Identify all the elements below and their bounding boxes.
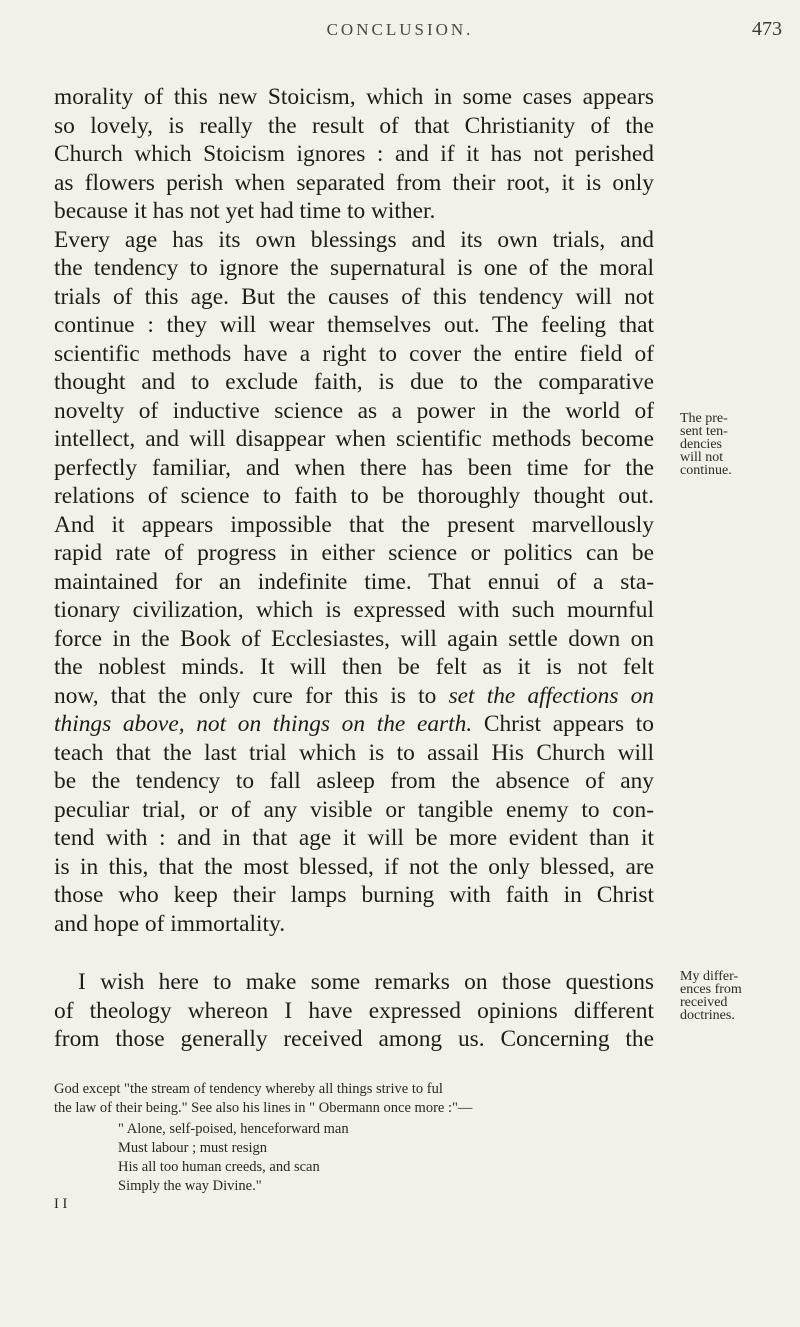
- poem-line: Simply the way Divine.": [118, 1178, 262, 1194]
- text-line: intellect, and will disappear when scientific methods become: [54, 426, 654, 452]
- footnote-poem: [118, 1120, 349, 1196]
- margin-note-line: My differ-: [680, 969, 739, 984]
- text-line: peculiar trial, or of any visible or tangible enemy to con-: [54, 796, 654, 823]
- text-line: because it has not yet had time to wither.: [54, 198, 436, 224]
- text-line: scientific methods have a right to cover the entire field of: [54, 340, 654, 367]
- text-line: maintained for an indefinite time. That ennui of a sta-: [54, 568, 654, 595]
- text-line: tionary civilization, which is expressed with such mournful: [54, 597, 654, 623]
- margin-note-line: sent ten-: [680, 424, 728, 439]
- text-line: and hope of immortality.: [54, 910, 286, 937]
- poem-line: His all too human creeds, and scan: [118, 1159, 320, 1175]
- page-number: 473: [752, 18, 782, 40]
- paragraph-gap: [54, 938, 654, 968]
- text-line: trials of this age. But the causes of this tendency will not: [54, 283, 654, 310]
- text-line: tend with : and in that age it will be more evident than it: [54, 825, 654, 851]
- text-line: continue : they will wear themselves out. The feeling that: [54, 312, 654, 338]
- margin-note-line: The pre-: [680, 411, 728, 426]
- footnote: [54, 1080, 654, 1118]
- poem-line: " Alone, self-poised, henceforward man: [118, 1121, 349, 1137]
- text-line: novelty of inductive science as a power in the world of: [54, 397, 654, 424]
- text-line: rapid rate of progress in either science or politics can be: [54, 540, 654, 566]
- text-line: from those generally received among us. Concerning the: [54, 1026, 654, 1052]
- margin-note-line: ences from: [680, 982, 742, 997]
- signature-mark: I I: [54, 1196, 68, 1212]
- text-segment: now, that the only cure for this is to: [54, 682, 437, 709]
- text-line: And it appears impossible that the present marvellously: [54, 511, 654, 538]
- text-line: the noblest minds. It will then be felt as it is not felt: [54, 654, 654, 680]
- text-line: Church which Stoicism ignores : and if it has not perished: [54, 141, 654, 167]
- body-text: [54, 83, 654, 1054]
- text-line: force in the Book of Ecclesiastes, will again settle down on: [54, 625, 654, 652]
- text-line: morality of this new Stoicism, which in some cases appears: [54, 84, 654, 110]
- footnote-line: God except "the stream of tendency whereby all things strive to ful: [54, 1081, 443, 1097]
- text-line: of theology whereon I have expressed opinions different: [54, 997, 654, 1024]
- text-line: those who keep their lamps burning with faith in Christ: [54, 882, 654, 908]
- running-head: [0, 16, 800, 46]
- margin-note-line: dencies: [680, 437, 722, 452]
- footnote-line: the law of their being." See also his lines in " Obermann once more :"—: [54, 1100, 473, 1116]
- margin-note-line: continue.: [680, 463, 732, 478]
- text-line: Every age has its own blessings and its own trials, and: [54, 226, 654, 253]
- text-line: is in this, that the most blessed, if not the only blessed, are: [54, 853, 654, 880]
- text-line: relations of science to faith to be thoroughly thought out.: [54, 483, 654, 509]
- text-line: [54, 710, 654, 739]
- margin-note-line: will not: [680, 450, 724, 465]
- text-line: so lovely, is really the result of that Christianity of the: [54, 112, 654, 139]
- margin-note-differences: [680, 970, 790, 1022]
- text-line: as flowers perish when separated from their root, it is only: [54, 169, 654, 196]
- text-line: I wish here to make some remarks on those questions: [78, 969, 654, 995]
- text-segment: Christ appears to: [483, 711, 654, 737]
- chapter-title: CONCLUSION.: [326, 20, 474, 39]
- margin-note-line: doctrines.: [680, 1008, 735, 1023]
- text-line: teach that the last trial which is to assail His Church will: [54, 739, 654, 766]
- italic-quote: set the affections on: [448, 682, 654, 709]
- text-line: [54, 682, 654, 711]
- italic-quote: things above, not on things on the earth.: [54, 711, 473, 737]
- poem-line: Must labour ; must resign: [118, 1140, 268, 1156]
- text-line: thought and to exclude faith, is due to the comparative: [54, 369, 654, 395]
- text-line: the tendency to ignore the supernatural is one of the moral: [54, 255, 654, 281]
- text-line: perfectly familiar, and when there has been time for the: [54, 454, 654, 481]
- text-line: be the tendency to fall asleep from the absence of any: [54, 768, 654, 794]
- margin-note-line: received: [680, 995, 728, 1010]
- margin-note-present-tendencies: [680, 412, 790, 477]
